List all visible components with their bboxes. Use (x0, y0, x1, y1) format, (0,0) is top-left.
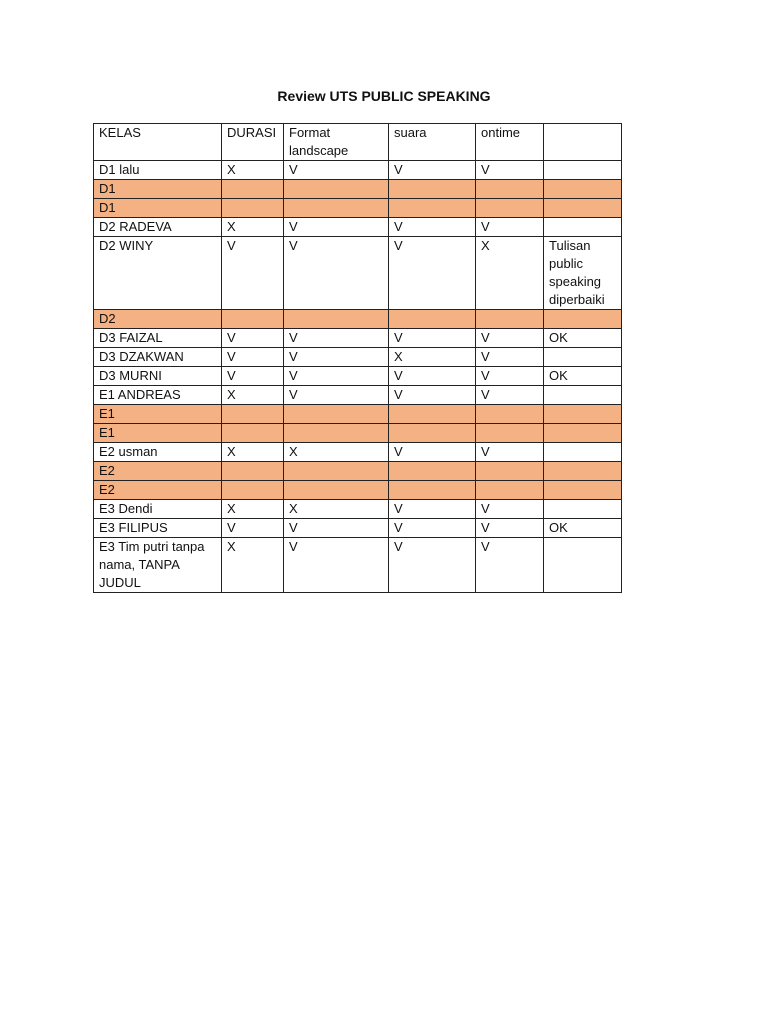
cell-catatan (544, 538, 622, 593)
cell-durasi: V (222, 367, 284, 386)
cell-ontime: V (476, 348, 544, 367)
cell-suara: V (389, 329, 476, 348)
cell-catatan (544, 386, 622, 405)
cell-format-landscape: V (284, 237, 389, 310)
cell-kelas: D2 WINY (94, 237, 222, 310)
cell-suara: V (389, 367, 476, 386)
cell-format-landscape (284, 481, 389, 500)
cell-durasi: V (222, 237, 284, 310)
table-row (94, 462, 622, 481)
cell-format-landscape: V (284, 161, 389, 180)
table-row (94, 443, 622, 462)
cell-durasi: V (222, 348, 284, 367)
cell-suara (389, 405, 476, 424)
cell-kelas: E1 ANDREAS (94, 386, 222, 405)
cell-format-landscape (284, 180, 389, 199)
cell-ontime: V (476, 386, 544, 405)
cell-kelas: E1 (94, 405, 222, 424)
table-row (94, 161, 622, 180)
cell-kelas: D1 (94, 180, 222, 199)
cell-catatan (544, 348, 622, 367)
header-cell-suara: suara (389, 124, 476, 161)
cell-format-landscape: V (284, 348, 389, 367)
cell-ontime: V (476, 367, 544, 386)
cell-catatan (544, 199, 622, 218)
cell-durasi: X (222, 386, 284, 405)
cell-durasi (222, 180, 284, 199)
table-row (94, 367, 622, 386)
table-row (94, 310, 622, 329)
cell-durasi: X (222, 443, 284, 462)
cell-durasi: X (222, 538, 284, 593)
cell-catatan (544, 500, 622, 519)
cell-format-landscape (284, 424, 389, 443)
cell-suara: V (389, 218, 476, 237)
cell-catatan: OK (544, 519, 622, 538)
cell-catatan: Tulisan public speaking diperbaiki (544, 237, 622, 310)
cell-format-landscape (284, 310, 389, 329)
cell-ontime: V (476, 538, 544, 593)
cell-ontime (476, 481, 544, 500)
cell-kelas: D2 RADEVA (94, 218, 222, 237)
cell-durasi (222, 481, 284, 500)
cell-kelas: E3 Tim putri tanpa nama, TANPA JUDUL (94, 538, 222, 593)
cell-suara: V (389, 519, 476, 538)
cell-durasi: V (222, 519, 284, 538)
cell-ontime: V (476, 500, 544, 519)
cell-kelas: D3 FAIZAL (94, 329, 222, 348)
table-row (94, 180, 622, 199)
cell-suara: V (389, 161, 476, 180)
cell-ontime (476, 462, 544, 481)
cell-ontime (476, 199, 544, 218)
cell-format-landscape: V (284, 329, 389, 348)
cell-catatan (544, 405, 622, 424)
cell-format-landscape (284, 405, 389, 424)
cell-suara (389, 462, 476, 481)
cell-kelas: E3 FILIPUS (94, 519, 222, 538)
cell-format-landscape: V (284, 367, 389, 386)
cell-format-landscape: V (284, 218, 389, 237)
table-row (94, 329, 622, 348)
cell-format-landscape: X (284, 443, 389, 462)
cell-suara (389, 199, 476, 218)
cell-durasi (222, 424, 284, 443)
cell-ontime: V (476, 161, 544, 180)
cell-ontime: V (476, 218, 544, 237)
table-body (94, 161, 622, 593)
cell-catatan: OK (544, 367, 622, 386)
cell-ontime: V (476, 519, 544, 538)
cell-suara: X (389, 348, 476, 367)
cell-suara: V (389, 538, 476, 593)
cell-catatan (544, 161, 622, 180)
cell-suara: V (389, 500, 476, 519)
cell-catatan (544, 424, 622, 443)
cell-kelas: D2 (94, 310, 222, 329)
cell-ontime: V (476, 443, 544, 462)
cell-catatan (544, 310, 622, 329)
cell-catatan (544, 180, 622, 199)
cell-kelas: E2 usman (94, 443, 222, 462)
cell-durasi: X (222, 218, 284, 237)
cell-suara (389, 481, 476, 500)
header-cell-ontime: ontime (476, 124, 544, 161)
header-cell-durasi: DURASI (222, 124, 284, 161)
cell-ontime (476, 424, 544, 443)
cell-catatan: OK (544, 329, 622, 348)
header-cell-kelas: KELAS (94, 124, 222, 161)
header-row (94, 124, 622, 161)
cell-kelas: D1 lalu (94, 161, 222, 180)
cell-kelas: D3 DZAKWAN (94, 348, 222, 367)
header-cell-format-landscape: Format landscape (284, 124, 389, 161)
table-row (94, 199, 622, 218)
table-row (94, 405, 622, 424)
cell-durasi: V (222, 329, 284, 348)
cell-kelas: E2 (94, 481, 222, 500)
cell-suara (389, 424, 476, 443)
header-cell-catatan (544, 124, 622, 161)
cell-suara: V (389, 237, 476, 310)
cell-catatan (544, 218, 622, 237)
cell-ontime: V (476, 329, 544, 348)
cell-format-landscape: V (284, 538, 389, 593)
cell-ontime (476, 180, 544, 199)
cell-durasi (222, 310, 284, 329)
cell-catatan (544, 481, 622, 500)
cell-suara: V (389, 386, 476, 405)
table-row (94, 348, 622, 367)
cell-format-landscape: X (284, 500, 389, 519)
cell-kelas: D3 MURNI (94, 367, 222, 386)
cell-durasi (222, 462, 284, 481)
review-table (93, 123, 622, 593)
cell-format-landscape: V (284, 519, 389, 538)
cell-kelas: E3 Dendi (94, 500, 222, 519)
table-header (94, 124, 622, 161)
table-row (94, 538, 622, 593)
cell-catatan (544, 443, 622, 462)
cell-kelas: E1 (94, 424, 222, 443)
cell-format-landscape: V (284, 386, 389, 405)
cell-durasi (222, 405, 284, 424)
table-row (94, 237, 622, 310)
table-row (94, 218, 622, 237)
cell-suara (389, 180, 476, 199)
table-row (94, 386, 622, 405)
cell-durasi (222, 199, 284, 218)
cell-ontime (476, 310, 544, 329)
cell-durasi: X (222, 500, 284, 519)
cell-suara: V (389, 443, 476, 462)
cell-ontime (476, 405, 544, 424)
cell-catatan (544, 462, 622, 481)
table-row (94, 500, 622, 519)
cell-format-landscape (284, 462, 389, 481)
cell-suara (389, 310, 476, 329)
cell-kelas: D1 (94, 199, 222, 218)
cell-ontime: X (476, 237, 544, 310)
page-title: Review UTS PUBLIC SPEAKING (277, 88, 491, 104)
table-row (94, 424, 622, 443)
cell-durasi: X (222, 161, 284, 180)
cell-format-landscape (284, 199, 389, 218)
table-row (94, 481, 622, 500)
cell-kelas: E2 (94, 462, 222, 481)
table-row (94, 519, 622, 538)
